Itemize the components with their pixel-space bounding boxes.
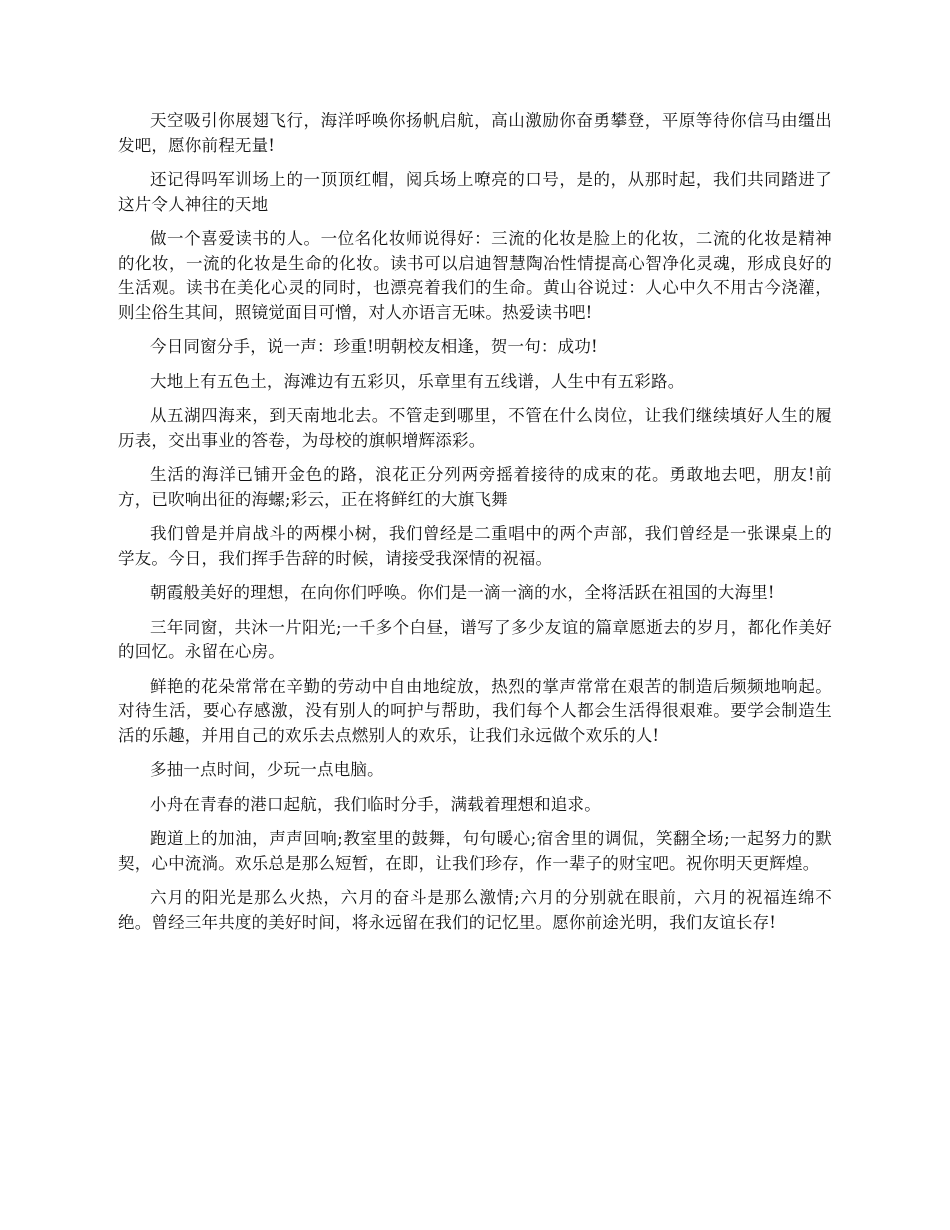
paragraph: 我们曾是并肩战斗的两棵小树，我们曾经是二重唱中的两个声部，我们曾经是一张课桌上的学友。今日，我们挥手告辞的时候，请接受我深情的祝福。 bbox=[118, 524, 832, 568]
paragraph: 从五湖四海来，到天南地北去。不管走到哪里，不管在什么岗位，让我们继续填好人生的履历表，交出事业的答卷，为母校的旗帜增辉添彩。 bbox=[118, 406, 832, 450]
paragraph: 小舟在青春的港口起航，我们临时分手，满载着理想和追求。 bbox=[150, 794, 601, 814]
paragraph: 做一个喜爱读书的人。一位名化妆师说得好：三流的化妆是脸上的化妆，二流的化妆是精神的化妆，一流的化妆是生命的化妆。读书可以启迪智慧陶冶性情提高心智净化灵魂，形成良好的生活观。读书在美化心灵的同时，也漂亮着我们的生命。黄山谷说过：人心中久不用古今浇灌，则尘俗生其间，照镜觉面目可憎，对人亦语言无味。热爱读书吧! bbox=[118, 229, 832, 322]
paragraph: 三年同窗，共沐一片阳光;一千多个白昼，谱写了多少友谊的篇章愿逝去的岁月，都化作美好的回忆。永留在心房。 bbox=[118, 617, 832, 661]
paragraph: 跑道上的加油，声声回响;教室里的鼓舞，句句暖心;宿舍里的调侃，笑翻全场;一起努力的默契，心中流淌。欢乐总是那么短暂，在即，让我们珍存，作一辈子的财宝吧。祝你明天更辉煌。 bbox=[118, 829, 832, 873]
paragraph: 大地上有五色土，海滩边有五彩贝，乐章里有五线谱，人生中有五彩路。 bbox=[150, 371, 685, 391]
paragraph: 生活的海洋已铺开金色的路，浪花正分列两旁摇着接待的成束的花。勇敢地去吧，朋友!前方，已吹响出征的海螺;彩云，正在将鲜红的大旗飞舞 bbox=[118, 465, 832, 509]
paragraph: 还记得吗军训场上的一顶顶红帽，阅兵场上嘹亮的口号，是的，从那时起，我们共同踏进了这片令人神往的天地 bbox=[118, 170, 832, 214]
paragraph: 六月的阳光是那么火热，六月的奋斗是那么激情;六月的分别就在眼前，六月的祝福连绵不绝。曾经三年共度的美好时间，将永远留在我们的记忆里。愿你前途光明，我们友谊长存! bbox=[118, 888, 832, 932]
paragraph: 天空吸引你展翅飞行，海洋呼唤你扬帆启航，高山激励你奋勇攀登，平原等待你信马由缰出发吧，愿你前程无量! bbox=[118, 111, 832, 155]
paragraph: 今日同窗分手，说一声：珍重!明朝校友相逢，贺一句：成功! bbox=[150, 337, 598, 356]
paragraph: 鲜艳的花朵常常在辛勤的劳动中自由地绽放，热烈的掌声常常在艰苦的制造后频频地响起。对待生活，要心存感激，没有别人的呵护与帮助，我们每个人都会生活得很艰难。要学会制造生活的乐趣，并用自己的欢乐去点燃别人的欢乐，让我们永远做个欢乐的人! bbox=[118, 676, 832, 745]
paragraph: 朝霞般美好的理想，在向你们呼唤。你们是一滴一滴的水，全将活跃在祖国的大海里! bbox=[150, 583, 775, 602]
paragraph: 多抽一点时间，少玩一点电脑。 bbox=[150, 760, 384, 779]
